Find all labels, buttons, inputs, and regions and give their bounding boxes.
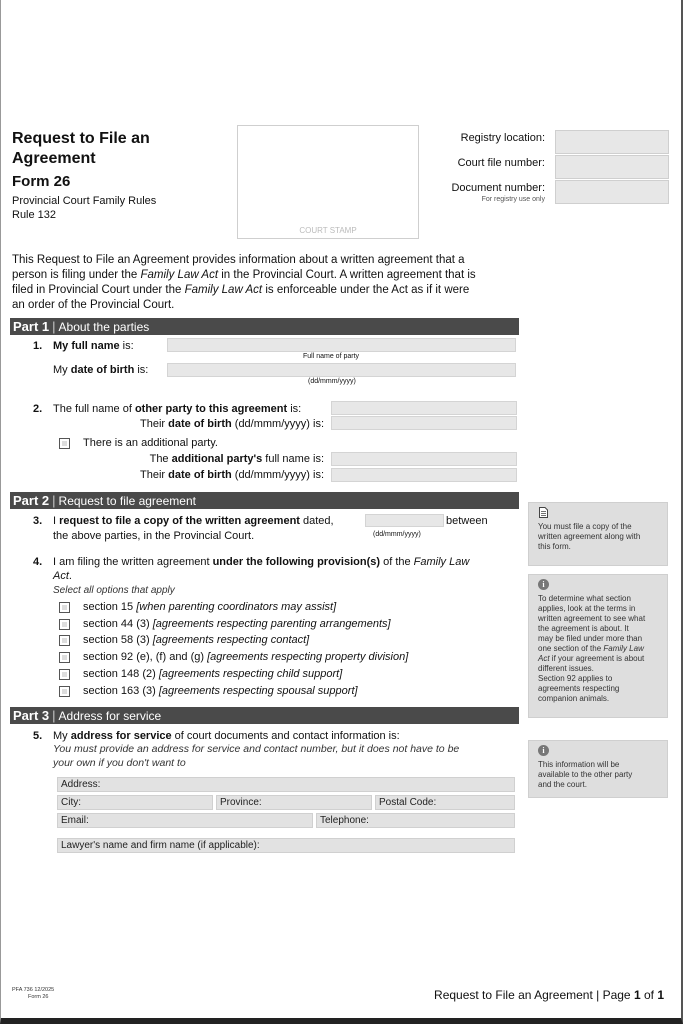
q5-note-line1: You must provide an address for service and contact number, but it does not have to be bbox=[53, 743, 460, 755]
part2-header: Part 2 | Request to file agreement bbox=[10, 492, 519, 509]
select-all-note: Select all options that apply bbox=[53, 585, 175, 596]
provision-label: section 92 (e), (f) and (g) [agreements respecting property division] bbox=[83, 651, 409, 663]
additional-party-dob-field[interactable] bbox=[331, 468, 517, 482]
provision-label: section 58 (3) [agreements respecting contact] bbox=[83, 634, 310, 646]
info-icon: i bbox=[538, 579, 549, 590]
rules-name: Provincial Court Family Rules bbox=[12, 195, 157, 207]
document-number-field[interactable] bbox=[555, 180, 669, 204]
agreement-date-field[interactable] bbox=[365, 514, 444, 527]
additional-party-label: There is an additional party. bbox=[83, 437, 218, 449]
form-title-line1: Request to File an bbox=[12, 130, 150, 147]
part1-header: Part 1 | About the parties bbox=[10, 318, 519, 335]
my-full-name-field[interactable] bbox=[167, 338, 516, 352]
my-dob-label: My date of birth is: bbox=[53, 364, 149, 376]
other-party-name-field[interactable] bbox=[331, 401, 517, 415]
q3-number: 3. bbox=[33, 515, 43, 527]
note-file-copy: You must file a copy of the written agreement along with this form. bbox=[528, 502, 668, 566]
q2-label: The full name of other party to this agreement is: bbox=[53, 403, 302, 415]
part3-header: Part 3 | Address for service bbox=[10, 707, 519, 724]
q5-label: My address for service of court documents and contact information is: bbox=[53, 730, 400, 742]
footer-page-info: Request to File an Agreement | Page 1 of 1 bbox=[434, 988, 664, 1002]
other-party-dob-label: Their date of birth (dd/mmm/yyyy) is: bbox=[140, 418, 324, 430]
provision-checkbox[interactable] bbox=[59, 635, 70, 646]
footer-form-number: Form 26 bbox=[28, 994, 49, 1000]
provision-label: section 44 (3) [agreements respecting parenting arrangements] bbox=[83, 618, 391, 630]
footer-form-code: PFA 736 12/2025 bbox=[12, 987, 55, 993]
registry-location-label: Registry location: bbox=[460, 132, 545, 144]
additional-party-checkbox[interactable] bbox=[59, 438, 70, 449]
city-field[interactable]: City: bbox=[57, 795, 213, 810]
court-file-number-label: Court file number: bbox=[457, 157, 545, 169]
q3-line2: the above parties, in the Provincial Court. bbox=[53, 530, 255, 542]
document-number-label: Document number: bbox=[451, 182, 545, 194]
registry-use-note: For registry use only bbox=[481, 196, 545, 203]
q3-between: between bbox=[446, 515, 488, 527]
my-dob-hint: (dd/mmm/yyyy) bbox=[308, 378, 356, 385]
other-party-dob-field[interactable] bbox=[331, 416, 517, 430]
email-field[interactable]: Email: bbox=[57, 813, 313, 828]
q1-label: My full name is: bbox=[53, 340, 134, 352]
registry-location-field[interactable] bbox=[555, 130, 669, 154]
intro-paragraph: This Request to File an Agreement provides information about a written agreement that a person is filing under the Family Law Act in the Provincial Court. A written agreement that is filed in Provincial Court under the Family Law Act is enforceable under the Act as if it were an order of the Provincial Court. bbox=[12, 254, 476, 311]
provision-checkbox[interactable] bbox=[59, 619, 70, 630]
provision-checkbox[interactable] bbox=[59, 669, 70, 680]
contact-row bbox=[57, 813, 515, 828]
additional-party-name-field[interactable] bbox=[331, 452, 517, 466]
court-stamp-box bbox=[237, 125, 419, 239]
provision-checkbox[interactable] bbox=[59, 602, 70, 613]
telephone-field[interactable]: Telephone: bbox=[316, 813, 515, 828]
court-stamp-label: COURT STAMP bbox=[299, 226, 357, 235]
q4-label: I am filing the written agreement under the following provision(s) of the Family Law bbox=[53, 556, 470, 568]
lawyer-row bbox=[57, 838, 515, 853]
q5-note-line2: your own if you don't want to bbox=[53, 757, 186, 769]
my-dob-field[interactable] bbox=[167, 363, 516, 377]
address-field[interactable]: Address: bbox=[57, 777, 515, 792]
provision-checkbox[interactable] bbox=[59, 652, 70, 663]
form-number: Form 26 bbox=[12, 173, 71, 190]
address-row bbox=[57, 777, 515, 792]
provision-label: section 15 [when parenting coordinators may assist] bbox=[83, 601, 337, 613]
form-title-line2: Agreement bbox=[12, 150, 96, 167]
q3-label: I request to file a copy of the written agreement dated, bbox=[53, 515, 334, 527]
q4-label-cont: Act. bbox=[53, 570, 72, 582]
note-section-applies: i To determine what section applies, look at the terms in written agreement to see what the agreement is about. It may be filed under more than one section of the Family Law Act if your agreement is about different issues. Section 92 applies to agreements respecting companion animals. bbox=[528, 574, 668, 718]
agreement-date-hint: (dd/mmm/yyyy) bbox=[373, 531, 421, 538]
additional-party-name-label: The additional party's full name is: bbox=[149, 453, 324, 465]
lawyer-field[interactable]: Lawyer's name and firm name (if applicable): bbox=[57, 838, 515, 853]
court-file-number-field[interactable] bbox=[555, 155, 669, 179]
rule-number: Rule 132 bbox=[12, 209, 57, 221]
q1-number: 1. bbox=[33, 340, 43, 352]
q2-number: 2. bbox=[33, 403, 43, 415]
additional-party-dob-label: Their date of birth (dd/mmm/yyyy) is: bbox=[140, 469, 324, 481]
provision-checkbox[interactable] bbox=[59, 686, 70, 697]
provision-label: section 148 (2) [agreements respecting child support] bbox=[83, 668, 343, 680]
q5-number: 5. bbox=[33, 730, 43, 742]
q4-number: 4. bbox=[33, 556, 43, 568]
provision-label: section 163 (3) [agreements respecting spousal support] bbox=[83, 685, 358, 697]
city-row bbox=[57, 795, 515, 810]
info-icon: i bbox=[538, 745, 549, 756]
province-field[interactable]: Province: bbox=[216, 795, 372, 810]
postal-code-field[interactable]: Postal Code: bbox=[375, 795, 515, 810]
document-icon bbox=[538, 507, 549, 518]
full-name-hint: Full name of party bbox=[303, 353, 360, 360]
note-information-available: i This information will be available to the other party and the court. bbox=[528, 740, 668, 798]
